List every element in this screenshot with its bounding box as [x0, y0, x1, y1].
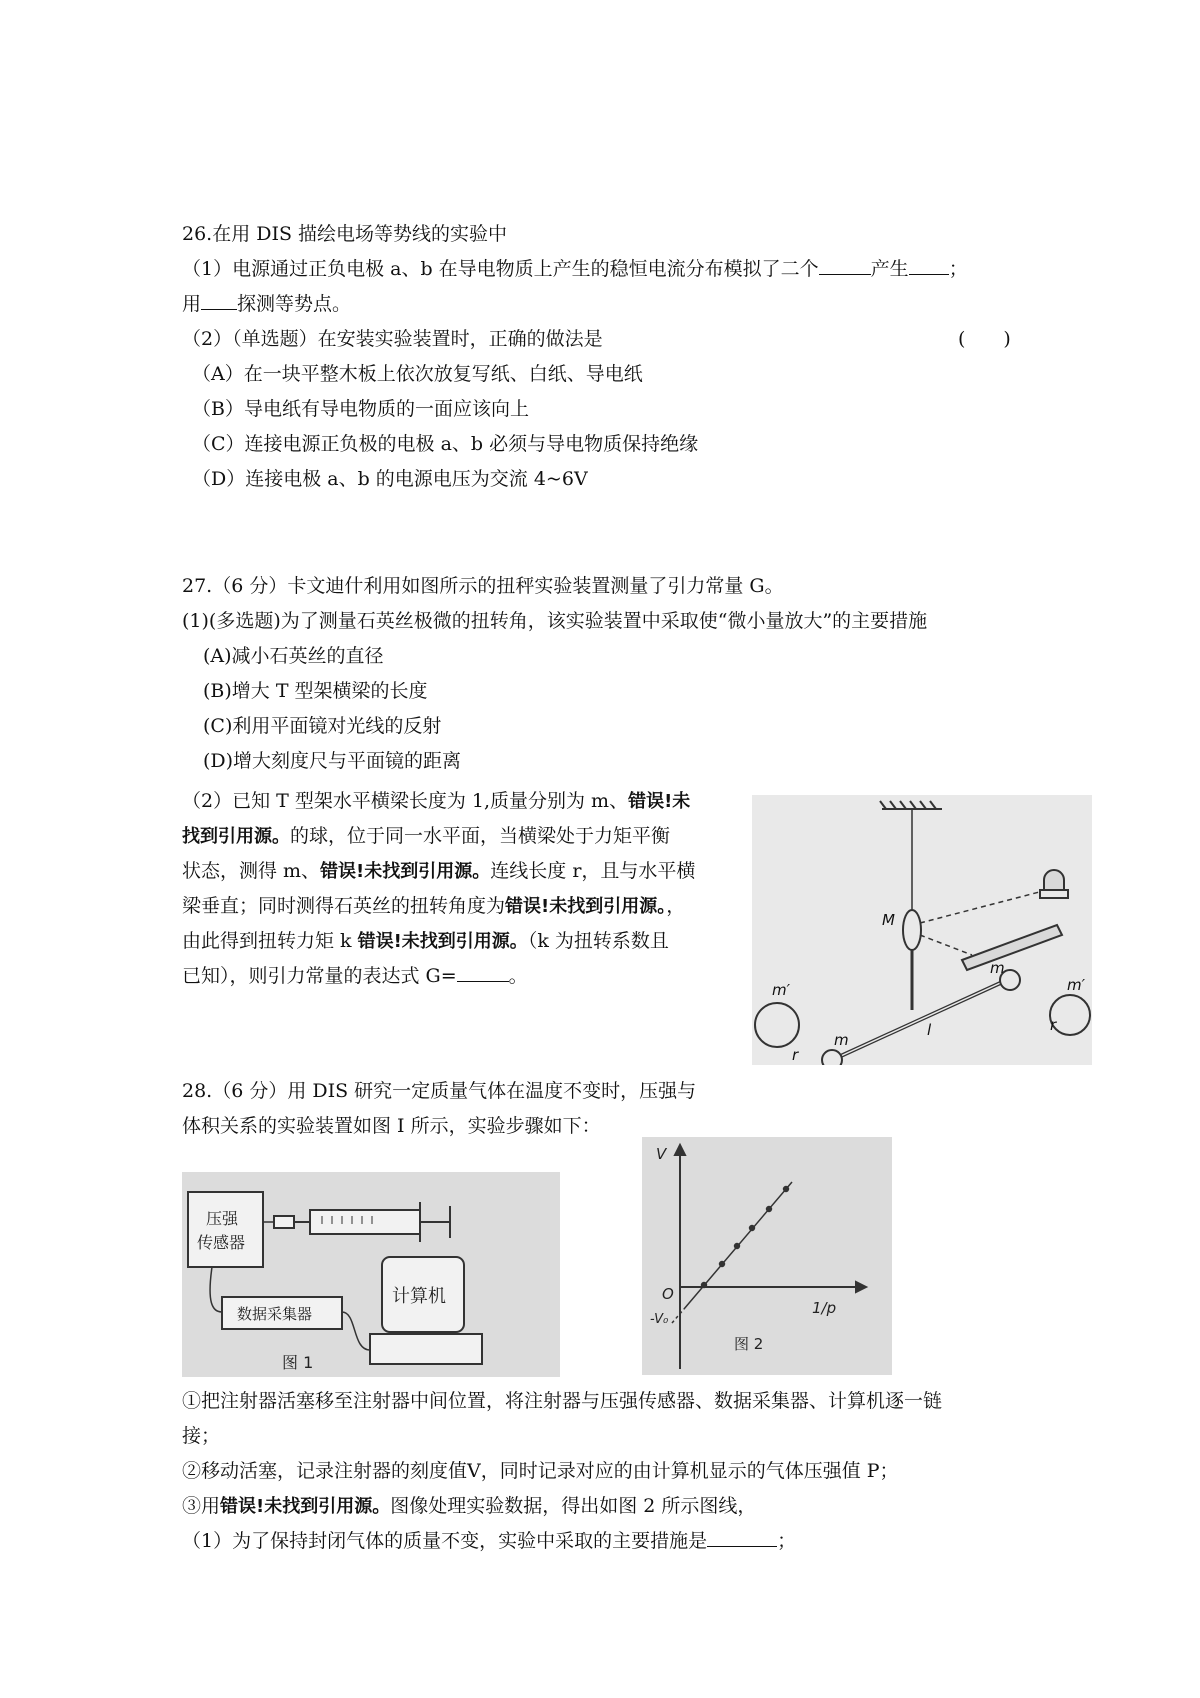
q26-option-d: （D）连接电极 a、b 的电源电压为交流 4~6V [192, 468, 588, 490]
beam-length-label: l [927, 1021, 932, 1039]
collector-label: 数据采集器 [237, 1305, 313, 1323]
q26-part1-text-b: 产生 [870, 258, 909, 280]
blank [457, 965, 509, 982]
q27-part2-text: 状态，测得 m、 [182, 860, 321, 882]
q28-question1-text: ； [777, 1530, 797, 1552]
q28-question1-text: （1）为了保持封闭气体的质量不变，实验中采取的主要措施是 [182, 1530, 708, 1552]
ball-label-big-left: m′ [772, 981, 791, 999]
distance-label-right: r [1050, 1016, 1057, 1034]
blank [909, 258, 949, 275]
q27-part2-text: ， [666, 895, 686, 917]
intercept-label: -V₀ [650, 1312, 669, 1327]
ball-label-small-right: m [990, 959, 1005, 977]
q27-part2-text: 已知），则引力常量的表达式 G= [182, 965, 457, 987]
error-reference: 错误!未 [628, 791, 691, 812]
q27-part2-line2 [182, 824, 670, 849]
q28-step3-text: 图像处理实验数据，得出如图 2 所示图线， [390, 1495, 757, 1517]
q28-step1-line2: 接； [182, 1425, 221, 1447]
q28-question1 [182, 1529, 796, 1553]
q26-part1-line1 [182, 257, 968, 281]
error-reference: 找到引用源。 [182, 826, 290, 847]
x-axis-label: 1/p [812, 1299, 837, 1317]
q27-option-d: (D)增大刻度尺与平面镜的距离 [203, 750, 462, 772]
q28-step1-line1: ①把注射器活塞移至注射器中间位置，将注射器与压强传感器、数据采集器、计算机逐一链 [182, 1390, 943, 1412]
q28-step3-text: ③用 [182, 1495, 221, 1517]
q27-part2-text: 的球，位于同一水平面，当横梁处于力矩平衡 [290, 825, 671, 847]
q26-part1-text-d: 用 [182, 293, 202, 315]
q27-part1: (1)(多选题)为了测量石英丝极微的扭转角，该实验装置中采取使“微小量放大”的主要措施 [182, 610, 928, 632]
ball-label-small-left: m [834, 1031, 849, 1049]
computer-label: 计算机 [392, 1286, 446, 1307]
q26-part1-text-c: ； [948, 258, 968, 280]
sensor-label-line1: 压强 [206, 1209, 239, 1228]
q27-part2-text: 由此得到扭转力矩 k [182, 930, 358, 952]
blank [819, 258, 871, 275]
error-reference: 错误!未找到引用源。 [505, 896, 667, 917]
q27-option-c: (C)利用平面镜对光线的反射 [203, 715, 442, 737]
q28-line1: 28.（6 分）用 DIS 研究一定质量气体在温度不变时，压强与 [182, 1080, 697, 1102]
q28-step2: ②移动活塞，记录注射器的刻度值V，同时记录对应的由计算机显示的气体压强值 P； [182, 1460, 899, 1482]
q27-part2-line1 [182, 789, 690, 814]
q26-part1-text-e: 探测等势点。 [237, 293, 352, 315]
q27-part2-text: 梁垂直；同时测得石英丝的扭转角度为 [182, 895, 506, 917]
q27-option-a: (A)减小石英丝的直径 [203, 645, 384, 667]
q28-line2: 体积关系的实验装置如图 I 所示，实验步骤如下： [182, 1115, 601, 1137]
q27-part2-text: （k 为扭转系数且 [527, 930, 669, 952]
answer-parentheses: ( ) [958, 328, 1011, 350]
q26-option-b: （B）导电纸有导电物质的一面应该向上 [192, 398, 529, 420]
origin-label: O [662, 1285, 674, 1303]
q27-part2-line4 [182, 894, 685, 919]
q27-part2-line6 [182, 964, 528, 988]
figure-1-apparatus [182, 1172, 560, 1377]
q26-option-a: （A）在一块平整木板上依次放复写纸、白纸、导电纸 [192, 363, 643, 385]
distance-label-left: r [792, 1046, 799, 1064]
q26-part1-text-a: （1）电源通过正负电极 a、b 在导电物质上产生的稳恒电流分布模拟了二个 [182, 258, 819, 280]
q27-part2-line3 [182, 859, 695, 884]
q27-part2-text: （2）已知 T 型架水平横梁长度为 1,质量分别为 m、 [182, 790, 629, 812]
figure-2-graph [642, 1137, 892, 1375]
error-reference: 错误!未找到引用源。 [220, 1496, 391, 1517]
ball-label-big-right: m′ [1067, 976, 1086, 994]
q26-part2: （2）（单选题）在安装实验装置时，正确的做法是 [182, 328, 603, 350]
y-axis-label: V [656, 1145, 667, 1163]
q26-title: 26.在用 DIS 描绘电场等势线的实验中 [182, 223, 508, 245]
q28-step3 [182, 1494, 756, 1519]
q27-title: 27.（6 分）卡文迪什利用如图所示的扭秤实验装置测量了引力常量 G。 [182, 575, 784, 597]
torsion-balance-figure [752, 795, 1092, 1065]
blank [707, 1530, 777, 1547]
figure-1-caption: 图 1 [282, 1353, 314, 1372]
q26-part1-line2 [182, 292, 351, 316]
q27-part2-text: 。 [508, 965, 528, 987]
mirror-label: M [882, 911, 895, 929]
sensor-label-line2: 传感器 [197, 1233, 246, 1252]
blank [201, 293, 237, 310]
error-reference: 错误!未找到引用源。 [320, 861, 491, 882]
q27-part2-line5 [182, 929, 669, 954]
q26-option-c: （C）连接电源正负极的电极 a、b 必须与导电物质保持绝缘 [192, 433, 699, 455]
figure-2-caption: 图 2 [734, 1335, 764, 1353]
q27-part2-text: 连线长度 r，且与水平横 [490, 860, 696, 882]
q27-option-b: (B)增大 T 型架横梁的长度 [203, 680, 428, 702]
error-reference: 错误!未找到引用源。 [357, 931, 528, 952]
